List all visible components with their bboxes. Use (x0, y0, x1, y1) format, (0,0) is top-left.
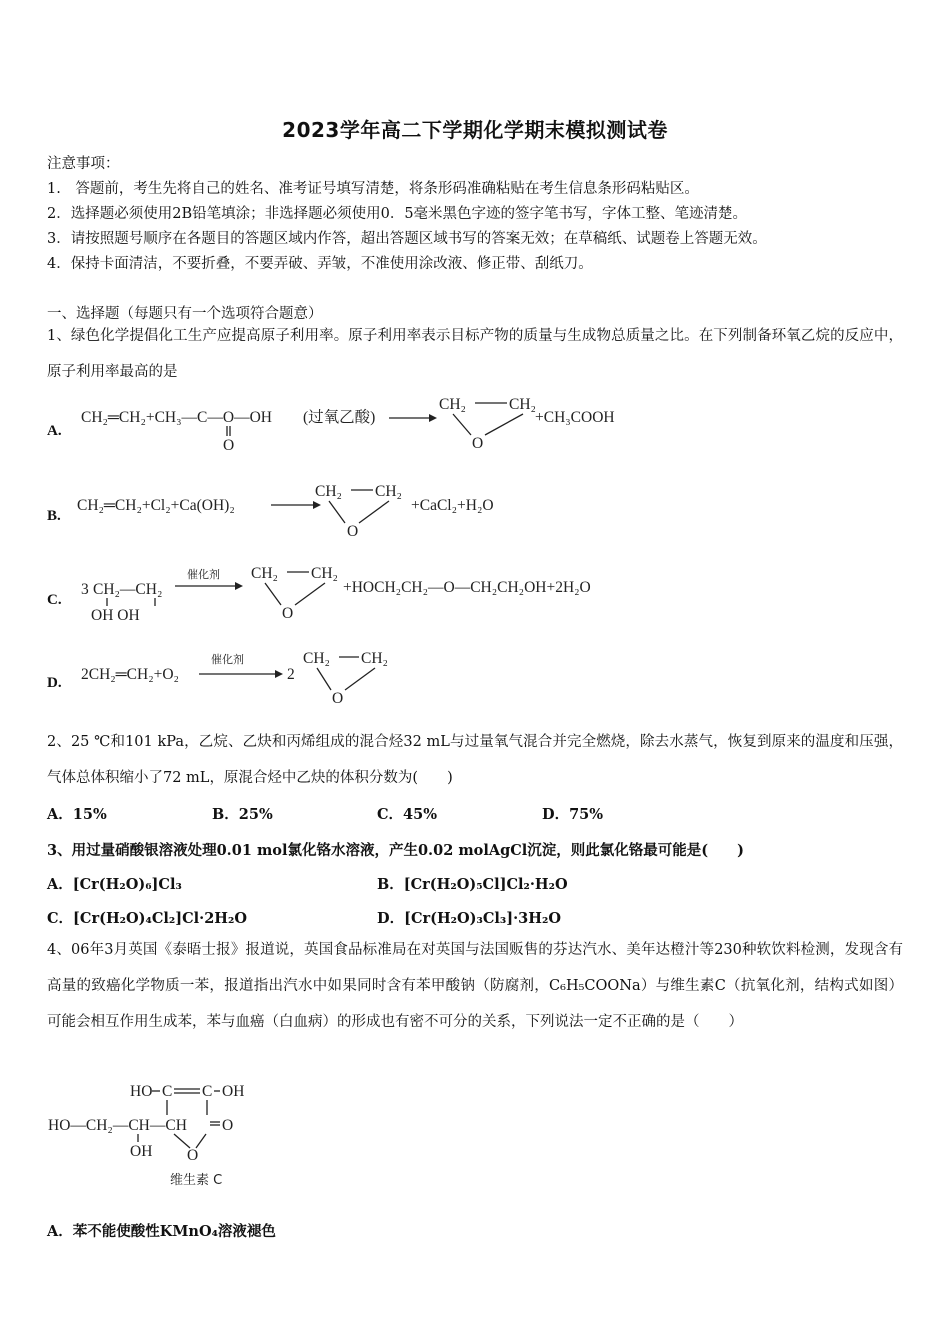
option-label: C. (47, 592, 62, 608)
reactant-bottom: OH OH (91, 607, 140, 624)
q2-option-c (377, 803, 437, 824)
q2-option-d (542, 803, 603, 824)
reagent-note: (过氧乙酸) (303, 409, 376, 426)
structure-label: OH (130, 1143, 153, 1160)
epoxide-left: CH₂ (251, 565, 278, 582)
reaction-c-diagram (77, 562, 647, 627)
arrow-head (313, 501, 321, 509)
reaction-b-rhs: +CaCl₂+H₂O (411, 497, 494, 514)
notice-item: 3．请按照题号顺序在各题目的答题区域内作答，超出答题区域书写的答案无效；在草稿纸、试题卷上答题无效。 (47, 231, 767, 247)
reaction-c-rhs: +HOCH₂CH₂—O—CH₂CH₂OH+2H₂O (343, 579, 591, 596)
question-1-stem: 1、绿色化学提倡化工生产应提高原子利用率。原子利用率表示目标产物的质量与生成物总质量之比。在下列制备环氧乙烷的反应中，原子利用率最高的是 (47, 328, 903, 380)
option-label: D． (377, 910, 405, 927)
epoxide-left: CH₂ (303, 650, 330, 667)
structure-label: O (187, 1147, 199, 1164)
option-label: B． (212, 806, 239, 823)
arrow-head (429, 414, 437, 422)
option-text: 75% (569, 806, 604, 823)
option-label: D. (47, 675, 62, 691)
catalyst-label: 催化剂 (187, 568, 220, 581)
q2-option-a (47, 803, 107, 824)
reaction-a-lhs: CH₂═CH₂+CH₃—C—O—OH (81, 409, 272, 426)
arrow-head (275, 670, 283, 678)
q3-option-b (377, 873, 568, 894)
q3-option-c (47, 907, 247, 928)
structure-label: OH (222, 1083, 245, 1100)
notice-item: 4．保持卡面清洁，不要折叠，不要弄破、弄皱，不准使用涂改液、修正带、刮纸刀。 (47, 256, 593, 272)
structure-label: C (162, 1083, 173, 1100)
epoxide-left: CH₂ (439, 396, 466, 413)
q2-option-b (212, 803, 273, 824)
structure-label: HO (130, 1083, 153, 1100)
option-text: [Cr(H₂O)₅Cl]Cl₂·H₂O (403, 876, 568, 893)
epoxide-oxygen: O (347, 523, 359, 540)
vitamin-c-structure (46, 1078, 286, 1190)
reaction-b-lhs: CH₂═CH₂+Cl₂+Ca(OH)₂ (77, 497, 235, 514)
option-text: [Cr(H₂O)₃Cl₃]·3H₂O (404, 910, 561, 927)
option-text: 15% (72, 806, 107, 823)
section-heading: 一、选择题（每题只有一个选项符合题意） (47, 306, 323, 322)
arrow-head (235, 582, 243, 590)
epoxide-oxygen: O (472, 435, 484, 452)
epoxide-oxygen: O (332, 690, 344, 707)
q1-option-a (47, 393, 647, 458)
option-text: 45% (403, 806, 438, 823)
structure-label: O (222, 1117, 234, 1134)
q3-option-a (47, 873, 182, 894)
option-label: A． (47, 876, 73, 893)
epoxide-right: CH₂ (509, 396, 536, 413)
structure-caption: 维生素 C (170, 1173, 223, 1188)
notice-heading: 注意事项： (47, 156, 120, 172)
q1-option-d (47, 645, 647, 710)
option-text: 25% (238, 806, 273, 823)
option-text: [Cr(H₂O)₄Cl₂]Cl·2H₂O (73, 910, 247, 927)
question-3-stem: 3、用过量硝酸银溶液处理0.01 mol氯化铬水溶液，产生0.02 molAgCl沉淀，则此氯化铬最可能是( ) (47, 842, 745, 859)
epoxide-right: CH₂ (375, 483, 402, 500)
option-label: B. (47, 508, 61, 524)
question-4-stem: 4、06年3月英国《泰晤士报》报道说，英国食品标准局在对英国与法国贩售的芬达汽水、美年达橙汁等230种软饮料检测，发现含有高量的致癌化学物质一苯，报道指出汽水中如果同时含有苯甲酸钠（防腐剂，C₆H₅COONa）与维生素C（抗氧化剂，结构式如图）可能会相互作用生成苯，苯与血癌（白血病）的形成也有密不可分的关系，下列说法一定不正确的是（ ） (47, 942, 903, 1030)
option-text: [Cr(H₂O)₆]Cl₃ (72, 876, 182, 893)
epoxide-right: CH₂ (361, 650, 388, 667)
option-label: B． (377, 876, 404, 893)
question-2-stem: 2、25 ℃和101 kPa，乙烷、乙炔和丙烯组成的混合烃32 mL与过量氧气混合并完全燃烧，除去水蒸气，恢复到原来的温度和压强，气体总体积缩小了72 mL，原混合烃中乙炔的体积分数为( ) (47, 734, 903, 786)
option-label: C． (377, 806, 404, 823)
q1-option-b (47, 478, 647, 543)
epoxide-right: CH₂ (311, 565, 338, 582)
q4-option-a: A．苯不能使酸性KMnO₄溶液褪色 (47, 1223, 276, 1240)
reaction-d-lhs: 2CH₂═CH₂+O₂ (81, 666, 179, 683)
option-label: D． (542, 806, 570, 823)
reaction-d-diagram (77, 645, 647, 710)
q1-option-c (47, 562, 647, 627)
structure-label: HO—CH₂—CH—CH (48, 1117, 187, 1134)
carbonyl-oxygen: O (223, 437, 235, 454)
option-label: A． (47, 806, 73, 823)
catalyst-label: 催化剂 (211, 653, 244, 666)
notice-item: 2．选择题必须使用2B铅笔填涂；非选择题必须使用0．5毫米黑色字迹的签字笔书写，字体工整、笔迹清楚。 (47, 206, 748, 222)
option-label: C． (47, 910, 74, 927)
reaction-b-diagram (77, 478, 647, 543)
structure-label: C (202, 1083, 213, 1100)
reaction-a-rhs: +CH₃COOH (535, 409, 615, 426)
q3-option-d (377, 907, 561, 928)
epoxide-oxygen: O (282, 605, 294, 622)
epoxide-left: CH₂ (315, 483, 342, 500)
reaction-a-diagram (77, 393, 647, 458)
notice-item: 1. 答题前，考生先将自己的姓名、准考证号填写清楚，将条形码准确粘贴在考生信息条形码粘贴区。 (47, 181, 699, 197)
reactant-top: CH₂—CH₂ (93, 581, 163, 598)
product-coefficient: 2 (287, 666, 295, 683)
option-label: A. (47, 423, 62, 439)
page-title: 2023学年高二下学期化学期末模拟测试卷 (282, 118, 668, 142)
reactant-coefficient: 3 (81, 581, 89, 598)
